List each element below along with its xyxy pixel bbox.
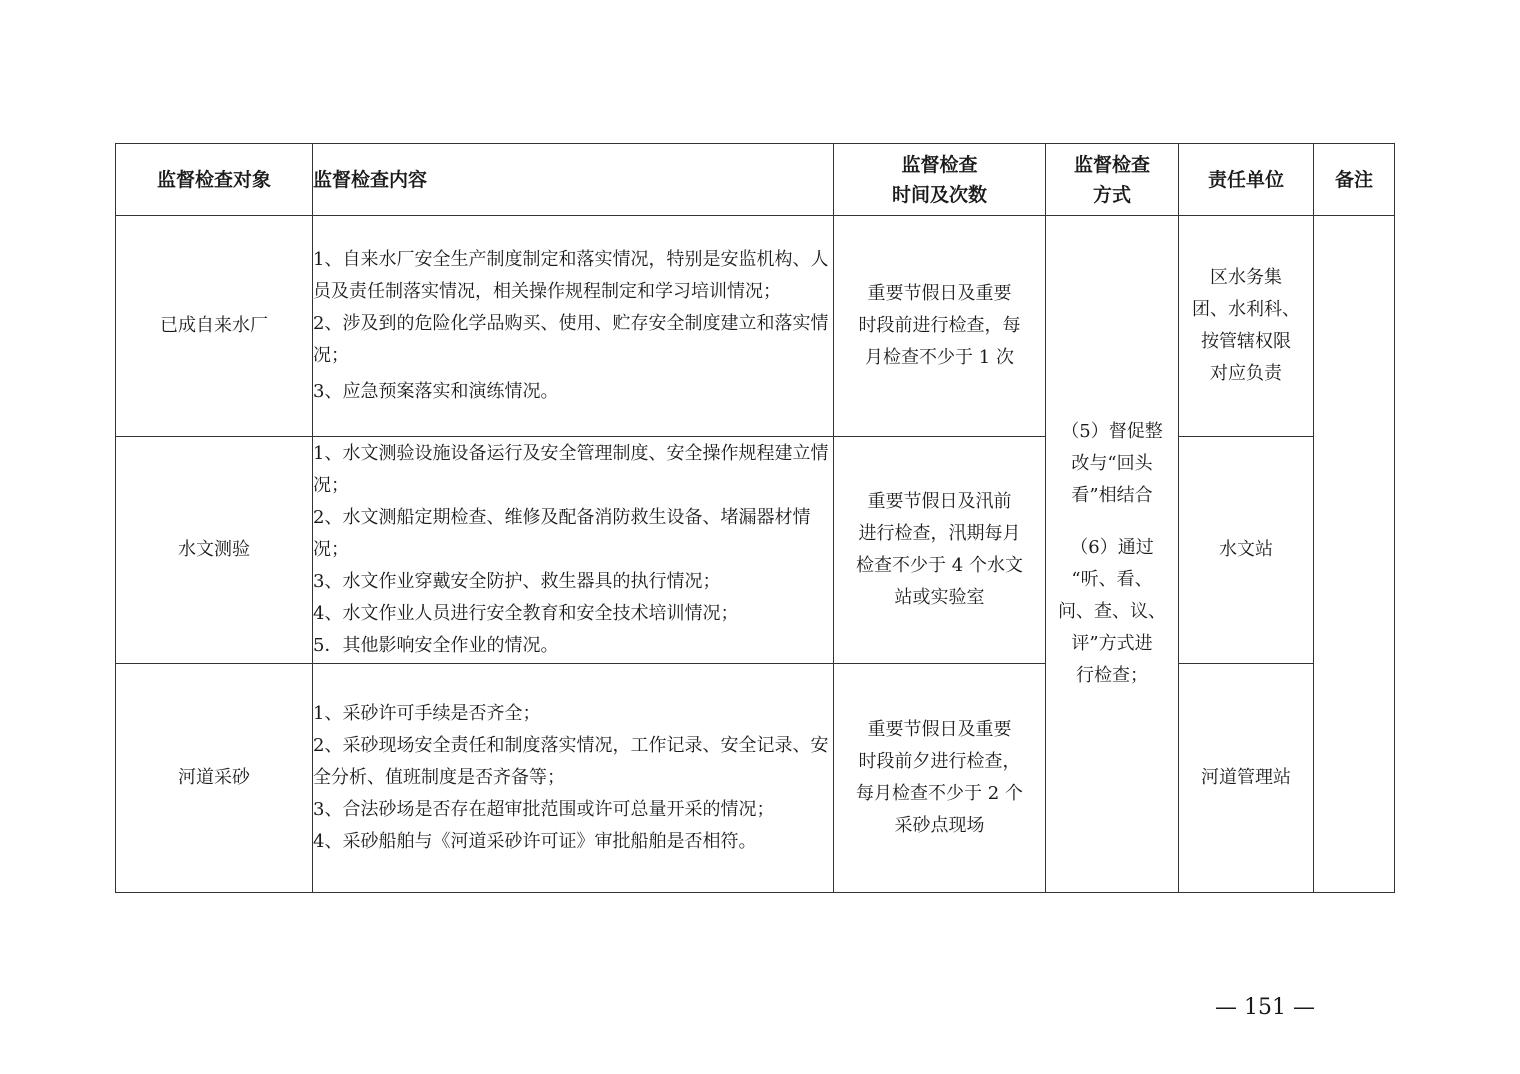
time-line: 月检查不少于 1 次	[865, 347, 1014, 368]
table-row	[116, 437, 1395, 664]
content-item: 3、水文作业穿戴安全防护、救生器具的执行情况；	[313, 571, 721, 592]
time-line: 重要节假日及重要	[867, 719, 1012, 740]
header-method	[1046, 144, 1179, 216]
time-line: 检查不少于 4 个水文	[856, 555, 1023, 576]
unit-line: 水文站	[1219, 539, 1273, 560]
method-line: 评”方式进	[1071, 633, 1153, 654]
content-item: 4、采砂船舶与《河道采砂许可证》审批船舶是否相符。	[313, 831, 757, 852]
table-row	[116, 216, 1395, 437]
header-unit: 责任单位	[1179, 144, 1314, 216]
content-item: 5．其他影响安全作业的情况。	[313, 635, 559, 656]
unit-line: 按管辖权限	[1201, 331, 1291, 352]
time-line: 时段前进行检查，每	[858, 315, 1021, 336]
row-unit	[1179, 437, 1314, 664]
time-line: 重要节假日及重要	[867, 283, 1012, 304]
content-item: 1、采砂许可手续是否齐全；	[313, 703, 541, 724]
row-content	[313, 216, 834, 437]
header-method-line2: 方式	[1092, 183, 1131, 206]
time-line: 时段前夕进行检查，	[858, 751, 1021, 772]
header-time-line1: 监督检查	[901, 153, 978, 176]
inspection-table	[115, 143, 1395, 893]
inspection-method	[1046, 216, 1179, 893]
method-line: 问、查、议、	[1058, 601, 1166, 622]
method-line: （6）通过	[1070, 537, 1154, 558]
method-line: 改与“回头	[1071, 453, 1153, 474]
unit-line: 团、水利科、	[1192, 299, 1300, 320]
time-line: 重要节假日及汛前	[867, 491, 1012, 512]
content-item: 2、采砂现场安全责任和制度落实情况，工作记录、安全记录、安全分析、值班制度是否齐备等；	[313, 735, 829, 788]
content-item: 3、合法砂场是否存在超审批范围或许可总量开采的情况；	[313, 799, 775, 820]
method-line: “听、看、	[1071, 569, 1153, 590]
unit-line: 对应负责	[1210, 363, 1282, 384]
content-item: 2、涉及到的危险化学品购买、使用、贮存安全制度建立和落实情况；	[313, 313, 829, 366]
header-target: 监督检查对象	[116, 144, 313, 216]
row-content	[313, 664, 834, 893]
header-time	[834, 144, 1046, 216]
row-target: 河道采砂	[116, 664, 313, 893]
content-item: 4、水文作业人员进行安全教育和安全技术培训情况；	[313, 603, 739, 624]
header-method-line1: 监督检查	[1073, 153, 1150, 176]
content-item: 1、自来水厂安全生产制度制定和落实情况，特别是安监机构、人员及责任制落实情况，相关操作规程制定和学习培训情况；	[313, 249, 829, 302]
time-line: 站或实验室	[894, 587, 985, 608]
unit-line: 区水务集	[1210, 267, 1282, 288]
row-time	[834, 216, 1046, 437]
header-remark: 备注	[1314, 144, 1395, 216]
table-row	[116, 664, 1395, 893]
row-time	[834, 437, 1046, 664]
row-unit	[1179, 664, 1314, 893]
unit-line: 河道管理站	[1201, 767, 1291, 788]
row-target: 水文测验	[116, 437, 313, 664]
content-item: 3、应急预案落实和演练情况。	[313, 381, 559, 402]
time-line: 每月检查不少于 2 个	[856, 783, 1023, 804]
row-content	[313, 437, 834, 664]
remark-cell	[1314, 216, 1395, 893]
row-target: 已成自来水厂	[116, 216, 313, 437]
header-content: 监督检查内容	[313, 144, 834, 216]
method-line: 看”相结合	[1071, 485, 1153, 506]
method-line: 行检查；	[1076, 665, 1148, 686]
row-time	[834, 664, 1046, 893]
header-row	[116, 144, 1395, 216]
time-line: 进行检查，汛期每月	[858, 523, 1021, 544]
content-item: 2、水文测船定期检查、维修及配备消防救生设备、堵漏器材情况；	[313, 507, 811, 560]
method-line: （5）督促整	[1061, 421, 1163, 442]
content-item: 1、水文测验设施设备运行及安全管理制度、安全操作规程建立情况；	[313, 443, 829, 496]
row-unit	[1179, 216, 1314, 437]
header-time-line2: 时间及次数	[891, 183, 987, 206]
page-number: — 151 —	[1215, 995, 1315, 1020]
time-line: 采砂点现场	[894, 815, 985, 836]
